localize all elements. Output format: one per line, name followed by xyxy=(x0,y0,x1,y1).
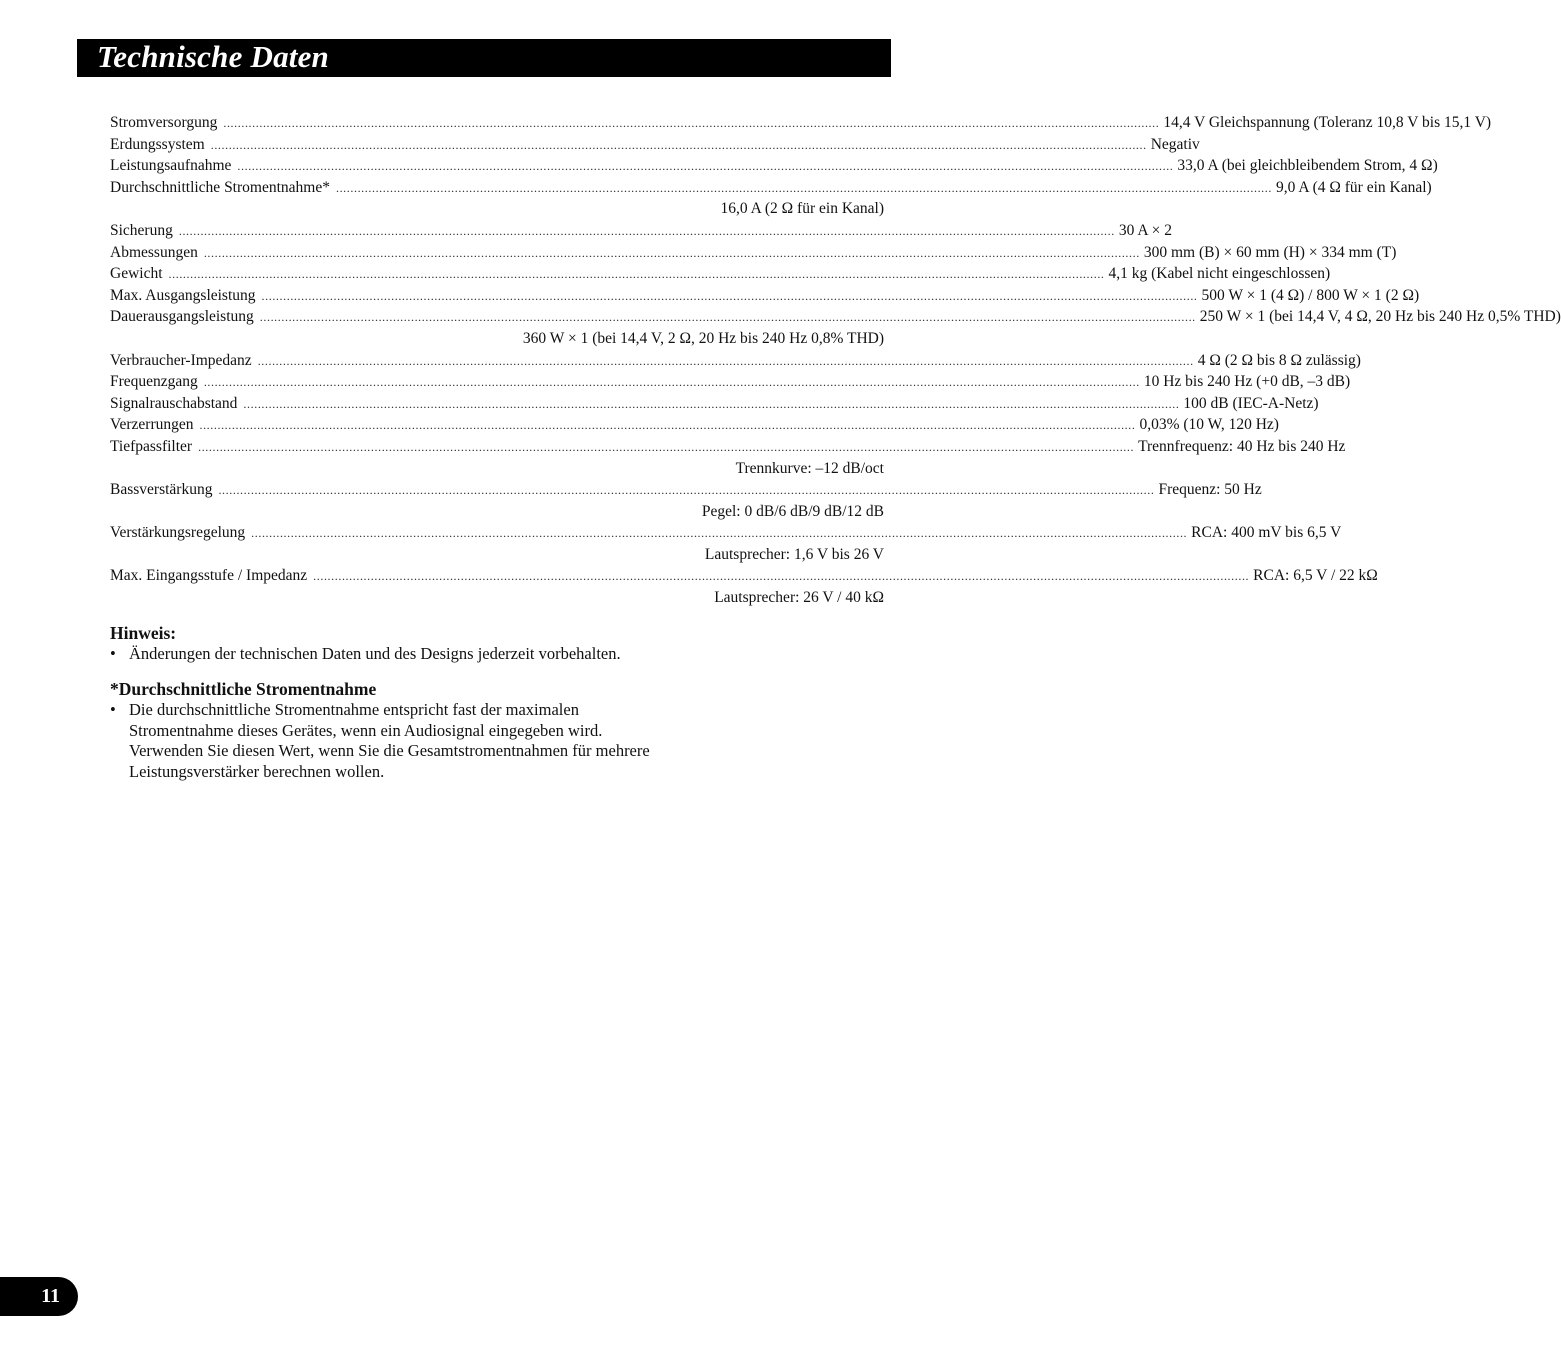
spec-value: 30 A × 2 xyxy=(1118,221,1172,239)
spec-label: Leistungsaufnahme xyxy=(110,157,232,175)
spec-row-continuation xyxy=(110,587,884,609)
dot-leader: .................................................................................................................................................................................................................................................................... xyxy=(223,116,1160,130)
spec-label: Erdungssystem xyxy=(110,135,205,153)
spec-row xyxy=(110,155,1438,177)
spec-row xyxy=(110,393,1319,415)
spec-value: 100 dB (IEC-A-Netz) xyxy=(1183,394,1319,412)
spec-label: Sicherung xyxy=(110,221,173,239)
spec-row xyxy=(110,565,1378,587)
spec-value-extra: 16,0 A (2 Ω für ein Kanal) xyxy=(720,200,884,218)
spec-value-extra: Lautsprecher: 1,6 V bis 26 V xyxy=(704,545,884,563)
dot-leader: .................................................................................................................................................................................................................................................................... xyxy=(251,526,1188,541)
spec-label: Frequenzgang xyxy=(110,373,198,391)
spec-label: Durchschnittliche Stromentnahme* xyxy=(110,178,330,196)
spec-value: 4,1 kg (Kabel nicht eingeschlossen) xyxy=(1108,265,1331,283)
spec-row-continuation xyxy=(110,458,884,480)
dot-leader: .................................................................................................................................................................................................................................................................... xyxy=(237,159,1174,174)
spec-value: 0,03% (10 W, 120 Hz) xyxy=(1139,416,1279,434)
spec-label: Verzerrungen xyxy=(110,416,194,434)
spec-label: Stromversorgung xyxy=(110,114,218,131)
spec-row xyxy=(110,134,1200,156)
dot-leader: .................................................................................................................................................................................................................................................................... xyxy=(243,396,1180,411)
spec-value: 10 Hz bis 240 Hz (+0 dB, –3 dB) xyxy=(1143,373,1351,391)
stromentnahme-item xyxy=(110,700,810,782)
dot-leader: .................................................................................................................................................................................................................................................................... xyxy=(198,439,1135,454)
spec-row-continuation xyxy=(110,544,884,566)
dot-leader: .................................................................................................................................................................................................................................................................... xyxy=(335,180,1272,195)
dot-leader: .................................................................................................................................................................................................................................................................... xyxy=(313,569,1250,584)
spec-row xyxy=(110,350,1361,372)
spec-label: Gewicht xyxy=(110,265,163,283)
spec-label: Max. Eingangsstufe / Impedanz xyxy=(110,567,308,585)
spec-value: RCA: 400 mV bis 6,5 V xyxy=(1191,524,1342,542)
spec-row-continuation xyxy=(110,198,884,220)
page-title: Technische Daten xyxy=(97,39,329,74)
spec-row xyxy=(110,112,1492,134)
spec-value: Negativ xyxy=(1150,135,1200,153)
title-bar xyxy=(77,39,891,77)
spec-value: 500 W × 1 (4 Ω) / 800 W × 1 (2 Ω) xyxy=(1201,286,1420,304)
spec-label: Tiefpassfilter xyxy=(110,437,193,455)
spec-row xyxy=(110,436,1346,458)
spec-value: 300 mm (B) × 60 mm (H) × 334 mm (T) xyxy=(1143,243,1397,261)
spec-row xyxy=(110,522,1342,544)
spec-value: 14,4 V Gleichspannung (Toleranz 10,8 V bis 15,1 V) xyxy=(1163,114,1492,131)
spec-row xyxy=(110,263,1331,285)
dot-leader: .................................................................................................................................................................................................................................................................... xyxy=(203,375,1140,390)
notes-section xyxy=(110,622,810,782)
hinweis-heading: Hinweis: xyxy=(110,623,177,643)
spec-row xyxy=(110,479,1262,501)
dot-leader: .................................................................................................................................................................................................................................................................... xyxy=(203,245,1140,260)
spec-value-extra: Lautsprecher: 26 V / 40 kΩ xyxy=(714,589,884,607)
spec-label: Bassverstärkung xyxy=(110,481,213,499)
spec-value-extra: Trennkurve: –12 dB/oct xyxy=(735,459,884,477)
dot-leader: .................................................................................................................................................................................................................................................................... xyxy=(259,310,1196,325)
spec-value: Frequenz: 50 Hz xyxy=(1158,481,1262,499)
dot-leader: .................................................................................................................................................................................................................................................................... xyxy=(210,137,1147,152)
dot-leader: .................................................................................................................................................................................................................................................................... xyxy=(261,288,1198,303)
spec-row xyxy=(110,177,1432,199)
spec-label: Verstärkungsregelung xyxy=(110,524,246,542)
spec-value: RCA: 6,5 V / 22 kΩ xyxy=(1253,567,1378,585)
dot-leader: .................................................................................................................................................................................................................................................................... xyxy=(168,267,1105,282)
spec-label: Dauerausgangsleistung xyxy=(110,308,254,326)
stromentnahme-heading: *Durchschnittliche Stromentnahme xyxy=(110,679,377,700)
bullet-icon: • xyxy=(110,700,116,720)
spec-row xyxy=(110,285,1420,307)
hinweis-text: Änderungen der technischen Daten und des Designs jederzeit vorbehalten. xyxy=(129,644,621,663)
hinweis-item xyxy=(110,644,810,664)
spec-value: 9,0 A (4 Ω für ein Kanal) xyxy=(1275,178,1432,196)
bullet-icon: • xyxy=(110,644,116,663)
stromentnahme-text: Die durchschnittliche Stromentnahme entspricht fast der maximalen Stromentnahme dieses Gerätes, wenn ein Audiosignal eingegeben wird. Verwenden Sie diesen Wert, wenn Sie die Gesamtstromentnahmen für mehrere Leistungsverstärker berechnen wollen. xyxy=(129,700,650,781)
spec-table xyxy=(110,112,1561,609)
spec-value: 33,0 A (bei gleichbleibendem Strom, 4 Ω) xyxy=(1177,157,1438,175)
spec-row xyxy=(110,414,1279,436)
spec-label: Verbraucher-Impedanz xyxy=(110,351,252,369)
spec-value: Trennfrequenz: 40 Hz bis 240 Hz xyxy=(1138,437,1346,455)
spec-row xyxy=(110,371,1351,393)
dot-leader: .................................................................................................................................................................................................................................................................... xyxy=(199,418,1136,433)
spec-row-continuation xyxy=(110,501,884,523)
dot-leader: .................................................................................................................................................................................................................................................................... xyxy=(257,353,1194,368)
spec-value: 4 Ω (2 Ω bis 8 Ω zulässig) xyxy=(1197,351,1361,369)
dot-leader: .................................................................................................................................................................................................................................................................... xyxy=(178,223,1115,238)
page-number: 11 xyxy=(41,1285,60,1307)
spec-value-extra: Pegel: 0 dB/6 dB/9 dB/12 dB xyxy=(701,502,884,520)
dot-leader: .................................................................................................................................................................................................................................................................... xyxy=(218,483,1155,498)
spec-row xyxy=(110,306,1561,328)
spec-label: Abmessungen xyxy=(110,243,198,261)
spec-label: Max. Ausgangsleistung xyxy=(110,286,256,304)
spec-row xyxy=(110,220,1172,242)
spec-label: Signalrauschabstand xyxy=(110,394,238,412)
spec-row-continuation xyxy=(110,328,884,350)
page-number-tab xyxy=(0,1277,78,1316)
spec-row xyxy=(110,242,1397,264)
spec-value: 250 W × 1 (bei 14,4 V, 4 Ω, 20 Hz bis 240 Hz 0,5% THD) xyxy=(1199,308,1561,326)
spec-value-extra: 360 W × 1 (bei 14,4 V, 2 Ω, 20 Hz bis 240 Hz 0,8% THD) xyxy=(522,329,884,347)
